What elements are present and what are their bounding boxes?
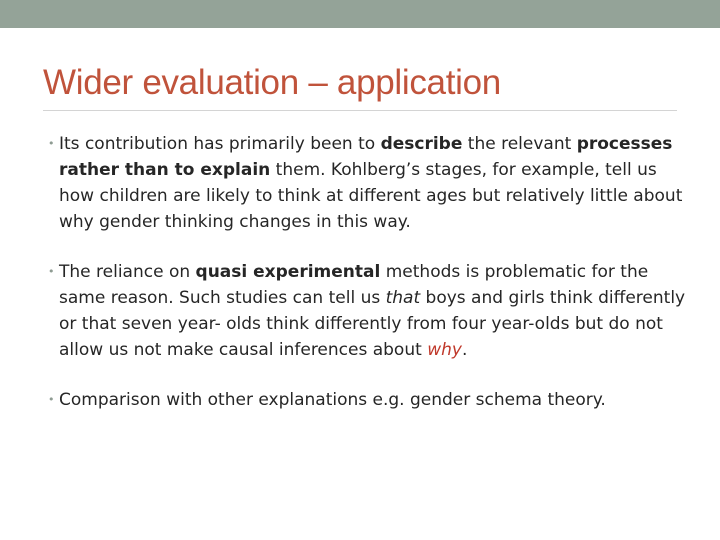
bullet-dot-icon: •	[48, 265, 55, 278]
bullet-item-comparison	[48, 387, 688, 413]
slide-title: Wider evaluation – application	[43, 63, 501, 102]
text-segment: The reliance on	[59, 262, 196, 282]
italic-term-why: why	[427, 340, 462, 360]
bold-term-describe: describe	[380, 134, 463, 154]
bold-term-processes: processes rather than to explain	[59, 134, 673, 180]
bullet-dot-icon: •	[48, 137, 55, 150]
header-band	[0, 0, 720, 28]
bullet-dot-icon: •	[48, 393, 55, 406]
text-segment: methods is problematic for the same reason. Such studies can tell us	[59, 262, 649, 308]
text-segment: Comparison with other explanations e.g. gender schema theory.	[59, 390, 606, 410]
italic-term-that: that	[385, 288, 421, 308]
text-segment: boys and girls think differently or that seven year- olds think differently from four year-olds but do not allow us not make causal inferences about	[59, 288, 686, 360]
title-divider	[43, 110, 677, 111]
bold-term-quasi-experimental: quasi experimental	[195, 262, 381, 282]
text-segment: the relevant	[462, 134, 577, 154]
bullet-item-quasi-experimental	[48, 259, 688, 363]
text-segment: .	[461, 340, 468, 360]
bullet-text	[59, 390, 606, 410]
bullet-text	[59, 262, 685, 360]
text-segment: Its contribution has primarily been to	[59, 134, 381, 154]
bullet-item-contribution	[48, 131, 688, 235]
bullet-list	[48, 131, 688, 413]
bullet-text	[59, 134, 682, 232]
text-segment: them. Kohlberg’s stages, for example, tell us how children are likely to think at different ages but relatively little about why gender thinking changes in this way.	[59, 160, 683, 232]
